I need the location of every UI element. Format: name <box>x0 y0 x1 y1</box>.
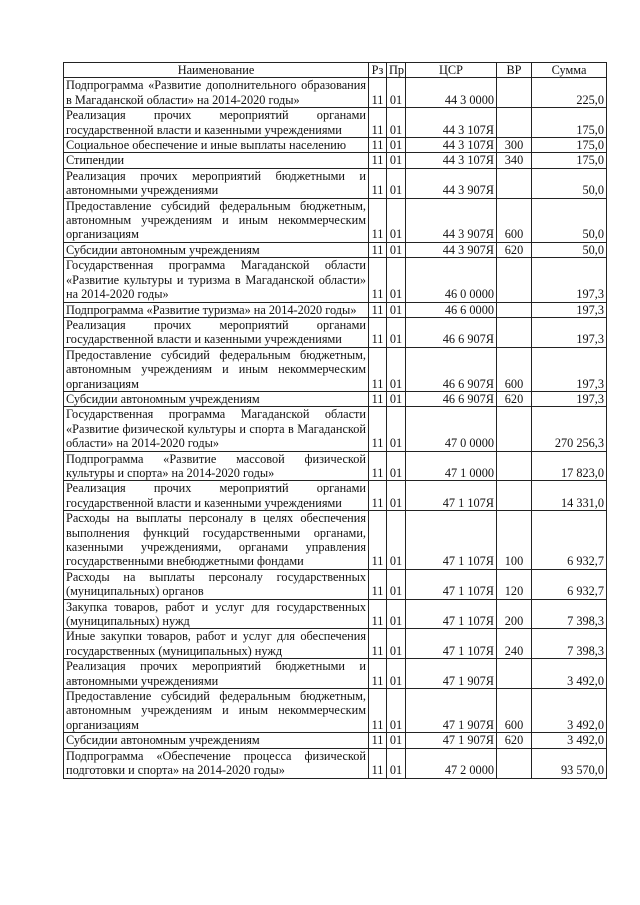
sum-cell: 197,3 <box>532 302 607 317</box>
table-row <box>64 659 607 689</box>
csr-cell: 47 1 107Я <box>406 569 497 599</box>
rz-cell: 11 <box>369 511 387 570</box>
vr-cell <box>497 168 532 198</box>
table-row <box>64 451 607 481</box>
table-row <box>64 198 607 242</box>
table-row <box>64 153 607 168</box>
name-cell: Реализация прочих мероприятий бюджетными и автономными учреждениями <box>64 168 369 198</box>
rz-cell: 11 <box>369 302 387 317</box>
csr-cell: 47 1 907Я <box>406 689 497 733</box>
vr-cell <box>497 451 532 481</box>
header-csr: ЦСР <box>406 63 497 78</box>
rz-cell: 11 <box>369 347 387 391</box>
table-row <box>64 511 607 570</box>
csr-cell: 46 6 907Я <box>406 347 497 391</box>
csr-cell: 44 3 907Я <box>406 242 497 257</box>
pr-cell: 01 <box>387 168 406 198</box>
table-row <box>64 258 607 302</box>
name-cell: Закупка товаров, работ и услуг для государственных (муниципальных) нужд <box>64 599 369 629</box>
rz-cell: 11 <box>369 138 387 153</box>
vr-cell <box>497 258 532 302</box>
rz-cell: 11 <box>369 198 387 242</box>
vr-cell <box>497 659 532 689</box>
name-cell: Расходы на выплаты персоналу в целях обеспечения выполнения функций государственными органами, казенными учреждениями, органами управления государственными внебюджетными фондами <box>64 511 369 570</box>
vr-cell <box>497 302 532 317</box>
table-row <box>64 391 607 406</box>
name-cell: Подпрограмма «Развитие дополнительного образования в Магаданской области» на 2014-2020 годы» <box>64 78 369 108</box>
name-cell: Социальное обеспечение и иные выплаты населению <box>64 138 369 153</box>
vr-cell <box>497 481 532 511</box>
rz-cell: 11 <box>369 258 387 302</box>
csr-cell: 44 3 907Я <box>406 198 497 242</box>
pr-cell: 01 <box>387 391 406 406</box>
name-cell: Субсидии автономным учреждениям <box>64 242 369 257</box>
sum-cell: 197,3 <box>532 258 607 302</box>
header-name: Наименование <box>64 63 369 78</box>
vr-cell: 600 <box>497 198 532 242</box>
name-cell: Иные закупки товаров, работ и услуг для обеспечения государственных (муниципальных) нужд <box>64 629 369 659</box>
vr-cell: 620 <box>497 242 532 257</box>
name-cell: Реализация прочих мероприятий органами государственной власти и казенными учреждениями <box>64 108 369 138</box>
name-cell: Реализация прочих мероприятий органами государственной власти и казенными учреждениями <box>64 317 369 347</box>
rz-cell: 11 <box>369 629 387 659</box>
rz-cell: 11 <box>369 659 387 689</box>
vr-cell: 300 <box>497 138 532 153</box>
pr-cell: 01 <box>387 569 406 599</box>
name-cell: Стипендии <box>64 153 369 168</box>
name-cell: Подпрограмма «Развитие туризма» на 2014-2020 годы» <box>64 302 369 317</box>
rz-cell: 11 <box>369 317 387 347</box>
table-row <box>64 168 607 198</box>
name-cell: Государственная программа Магаданской области «Развитие физической культуры и спорта в Магаданской области» на 2014-2020 годы» <box>64 407 369 451</box>
pr-cell: 01 <box>387 78 406 108</box>
sum-cell: 50,0 <box>532 198 607 242</box>
csr-cell: 44 3 0000 <box>406 78 497 108</box>
pr-cell: 01 <box>387 659 406 689</box>
pr-cell: 01 <box>387 138 406 153</box>
sum-cell: 175,0 <box>532 153 607 168</box>
name-cell: Предоставление субсидий федеральным бюджетным, автономным учреждениям и иным некоммерческим организациям <box>64 198 369 242</box>
sum-cell: 197,3 <box>532 317 607 347</box>
sum-cell: 7 398,3 <box>532 629 607 659</box>
pr-cell: 01 <box>387 347 406 391</box>
csr-cell: 47 1 107Я <box>406 481 497 511</box>
vr-cell: 200 <box>497 599 532 629</box>
table-row <box>64 138 607 153</box>
pr-cell: 01 <box>387 242 406 257</box>
header-pr: Пр <box>387 63 406 78</box>
pr-cell: 01 <box>387 153 406 168</box>
pr-cell: 01 <box>387 511 406 570</box>
table-row <box>64 347 607 391</box>
rz-cell: 11 <box>369 599 387 629</box>
table-row <box>64 78 607 108</box>
sum-cell: 175,0 <box>532 138 607 153</box>
csr-cell: 46 6 0000 <box>406 302 497 317</box>
vr-cell: 600 <box>497 689 532 733</box>
sum-cell: 93 570,0 <box>532 748 607 778</box>
vr-cell <box>497 748 532 778</box>
table-body <box>64 78 607 778</box>
sum-cell: 3 492,0 <box>532 733 607 748</box>
csr-cell: 47 1 907Я <box>406 733 497 748</box>
vr-cell <box>497 407 532 451</box>
csr-cell: 47 1 107Я <box>406 599 497 629</box>
csr-cell: 46 6 907Я <box>406 391 497 406</box>
sum-cell: 50,0 <box>532 242 607 257</box>
sum-cell: 197,3 <box>532 391 607 406</box>
pr-cell: 01 <box>387 451 406 481</box>
csr-cell: 47 0 0000 <box>406 407 497 451</box>
rz-cell: 11 <box>369 168 387 198</box>
rz-cell: 11 <box>369 78 387 108</box>
sum-cell: 7 398,3 <box>532 599 607 629</box>
sum-cell: 197,3 <box>532 347 607 391</box>
pr-cell: 01 <box>387 198 406 242</box>
vr-cell <box>497 317 532 347</box>
sum-cell: 50,0 <box>532 168 607 198</box>
csr-cell: 44 3 107Я <box>406 108 497 138</box>
sum-cell: 6 932,7 <box>532 569 607 599</box>
rz-cell: 11 <box>369 748 387 778</box>
vr-cell: 240 <box>497 629 532 659</box>
vr-cell: 120 <box>497 569 532 599</box>
budget-table <box>63 62 607 779</box>
csr-cell: 47 2 0000 <box>406 748 497 778</box>
csr-cell: 47 1 107Я <box>406 511 497 570</box>
table-row <box>64 108 607 138</box>
table-row <box>64 599 607 629</box>
sum-cell: 270 256,3 <box>532 407 607 451</box>
pr-cell: 01 <box>387 407 406 451</box>
rz-cell: 11 <box>369 153 387 168</box>
name-cell: Предоставление субсидий федеральным бюджетным, автономным учреждениям и иным некоммерческим организациям <box>64 347 369 391</box>
table-row <box>64 302 607 317</box>
csr-cell: 47 1 107Я <box>406 629 497 659</box>
sum-cell: 175,0 <box>532 108 607 138</box>
table-row <box>64 481 607 511</box>
table-row <box>64 748 607 778</box>
sum-cell: 225,0 <box>532 78 607 108</box>
sum-cell: 6 932,7 <box>532 511 607 570</box>
rz-cell: 11 <box>369 689 387 733</box>
header-sum: Сумма <box>532 63 607 78</box>
header-vr: ВР <box>497 63 532 78</box>
table-row <box>64 733 607 748</box>
name-cell: Предоставление субсидий федеральным бюджетным, автономным учреждениям и иным некоммерческим организациям <box>64 689 369 733</box>
vr-cell <box>497 78 532 108</box>
vr-cell: 620 <box>497 391 532 406</box>
csr-cell: 46 0 0000 <box>406 258 497 302</box>
rz-cell: 11 <box>369 407 387 451</box>
pr-cell: 01 <box>387 108 406 138</box>
csr-cell: 47 1 907Я <box>406 659 497 689</box>
csr-cell: 44 3 907Я <box>406 168 497 198</box>
sum-cell: 3 492,0 <box>532 689 607 733</box>
pr-cell: 01 <box>387 258 406 302</box>
vr-cell: 340 <box>497 153 532 168</box>
table-row <box>64 569 607 599</box>
pr-cell: 01 <box>387 302 406 317</box>
pr-cell: 01 <box>387 748 406 778</box>
rz-cell: 11 <box>369 569 387 599</box>
table-row <box>64 407 607 451</box>
table-row <box>64 242 607 257</box>
sum-cell: 17 823,0 <box>532 451 607 481</box>
rz-cell: 11 <box>369 733 387 748</box>
pr-cell: 01 <box>387 629 406 659</box>
csr-cell: 44 3 107Я <box>406 153 497 168</box>
header-rz: Рз <box>369 63 387 78</box>
vr-cell: 100 <box>497 511 532 570</box>
pr-cell: 01 <box>387 481 406 511</box>
table-row <box>64 317 607 347</box>
rz-cell: 11 <box>369 242 387 257</box>
csr-cell: 46 6 907Я <box>406 317 497 347</box>
header-row <box>64 63 607 78</box>
vr-cell: 620 <box>497 733 532 748</box>
rz-cell: 11 <box>369 391 387 406</box>
pr-cell: 01 <box>387 317 406 347</box>
csr-cell: 47 1 0000 <box>406 451 497 481</box>
sum-cell: 3 492,0 <box>532 659 607 689</box>
name-cell: Подпрограмма «Развитие массовой физической культуры и спорта» на 2014-2020 годы» <box>64 451 369 481</box>
pr-cell: 01 <box>387 599 406 629</box>
table-row <box>64 629 607 659</box>
pr-cell: 01 <box>387 689 406 733</box>
vr-cell: 600 <box>497 347 532 391</box>
sum-cell: 14 331,0 <box>532 481 607 511</box>
name-cell: Государственная программа Магаданской области «Развитие культуры и туризма в Магаданской области» на 2014-2020 годы» <box>64 258 369 302</box>
name-cell: Реализация прочих мероприятий бюджетными и автономными учреждениями <box>64 659 369 689</box>
name-cell: Подпрограмма «Обеспечение процесса физической подготовки и спорта» на 2014-2020 годы» <box>64 748 369 778</box>
table-row <box>64 689 607 733</box>
pr-cell: 01 <box>387 733 406 748</box>
name-cell: Субсидии автономным учреждениям <box>64 391 369 406</box>
name-cell: Расходы на выплаты персоналу государственных (муниципальных) органов <box>64 569 369 599</box>
csr-cell: 44 3 107Я <box>406 138 497 153</box>
rz-cell: 11 <box>369 451 387 481</box>
name-cell: Реализация прочих мероприятий органами государственной власти и казенными учреждениями <box>64 481 369 511</box>
rz-cell: 11 <box>369 108 387 138</box>
vr-cell <box>497 108 532 138</box>
name-cell: Субсидии автономным учреждениям <box>64 733 369 748</box>
rz-cell: 11 <box>369 481 387 511</box>
